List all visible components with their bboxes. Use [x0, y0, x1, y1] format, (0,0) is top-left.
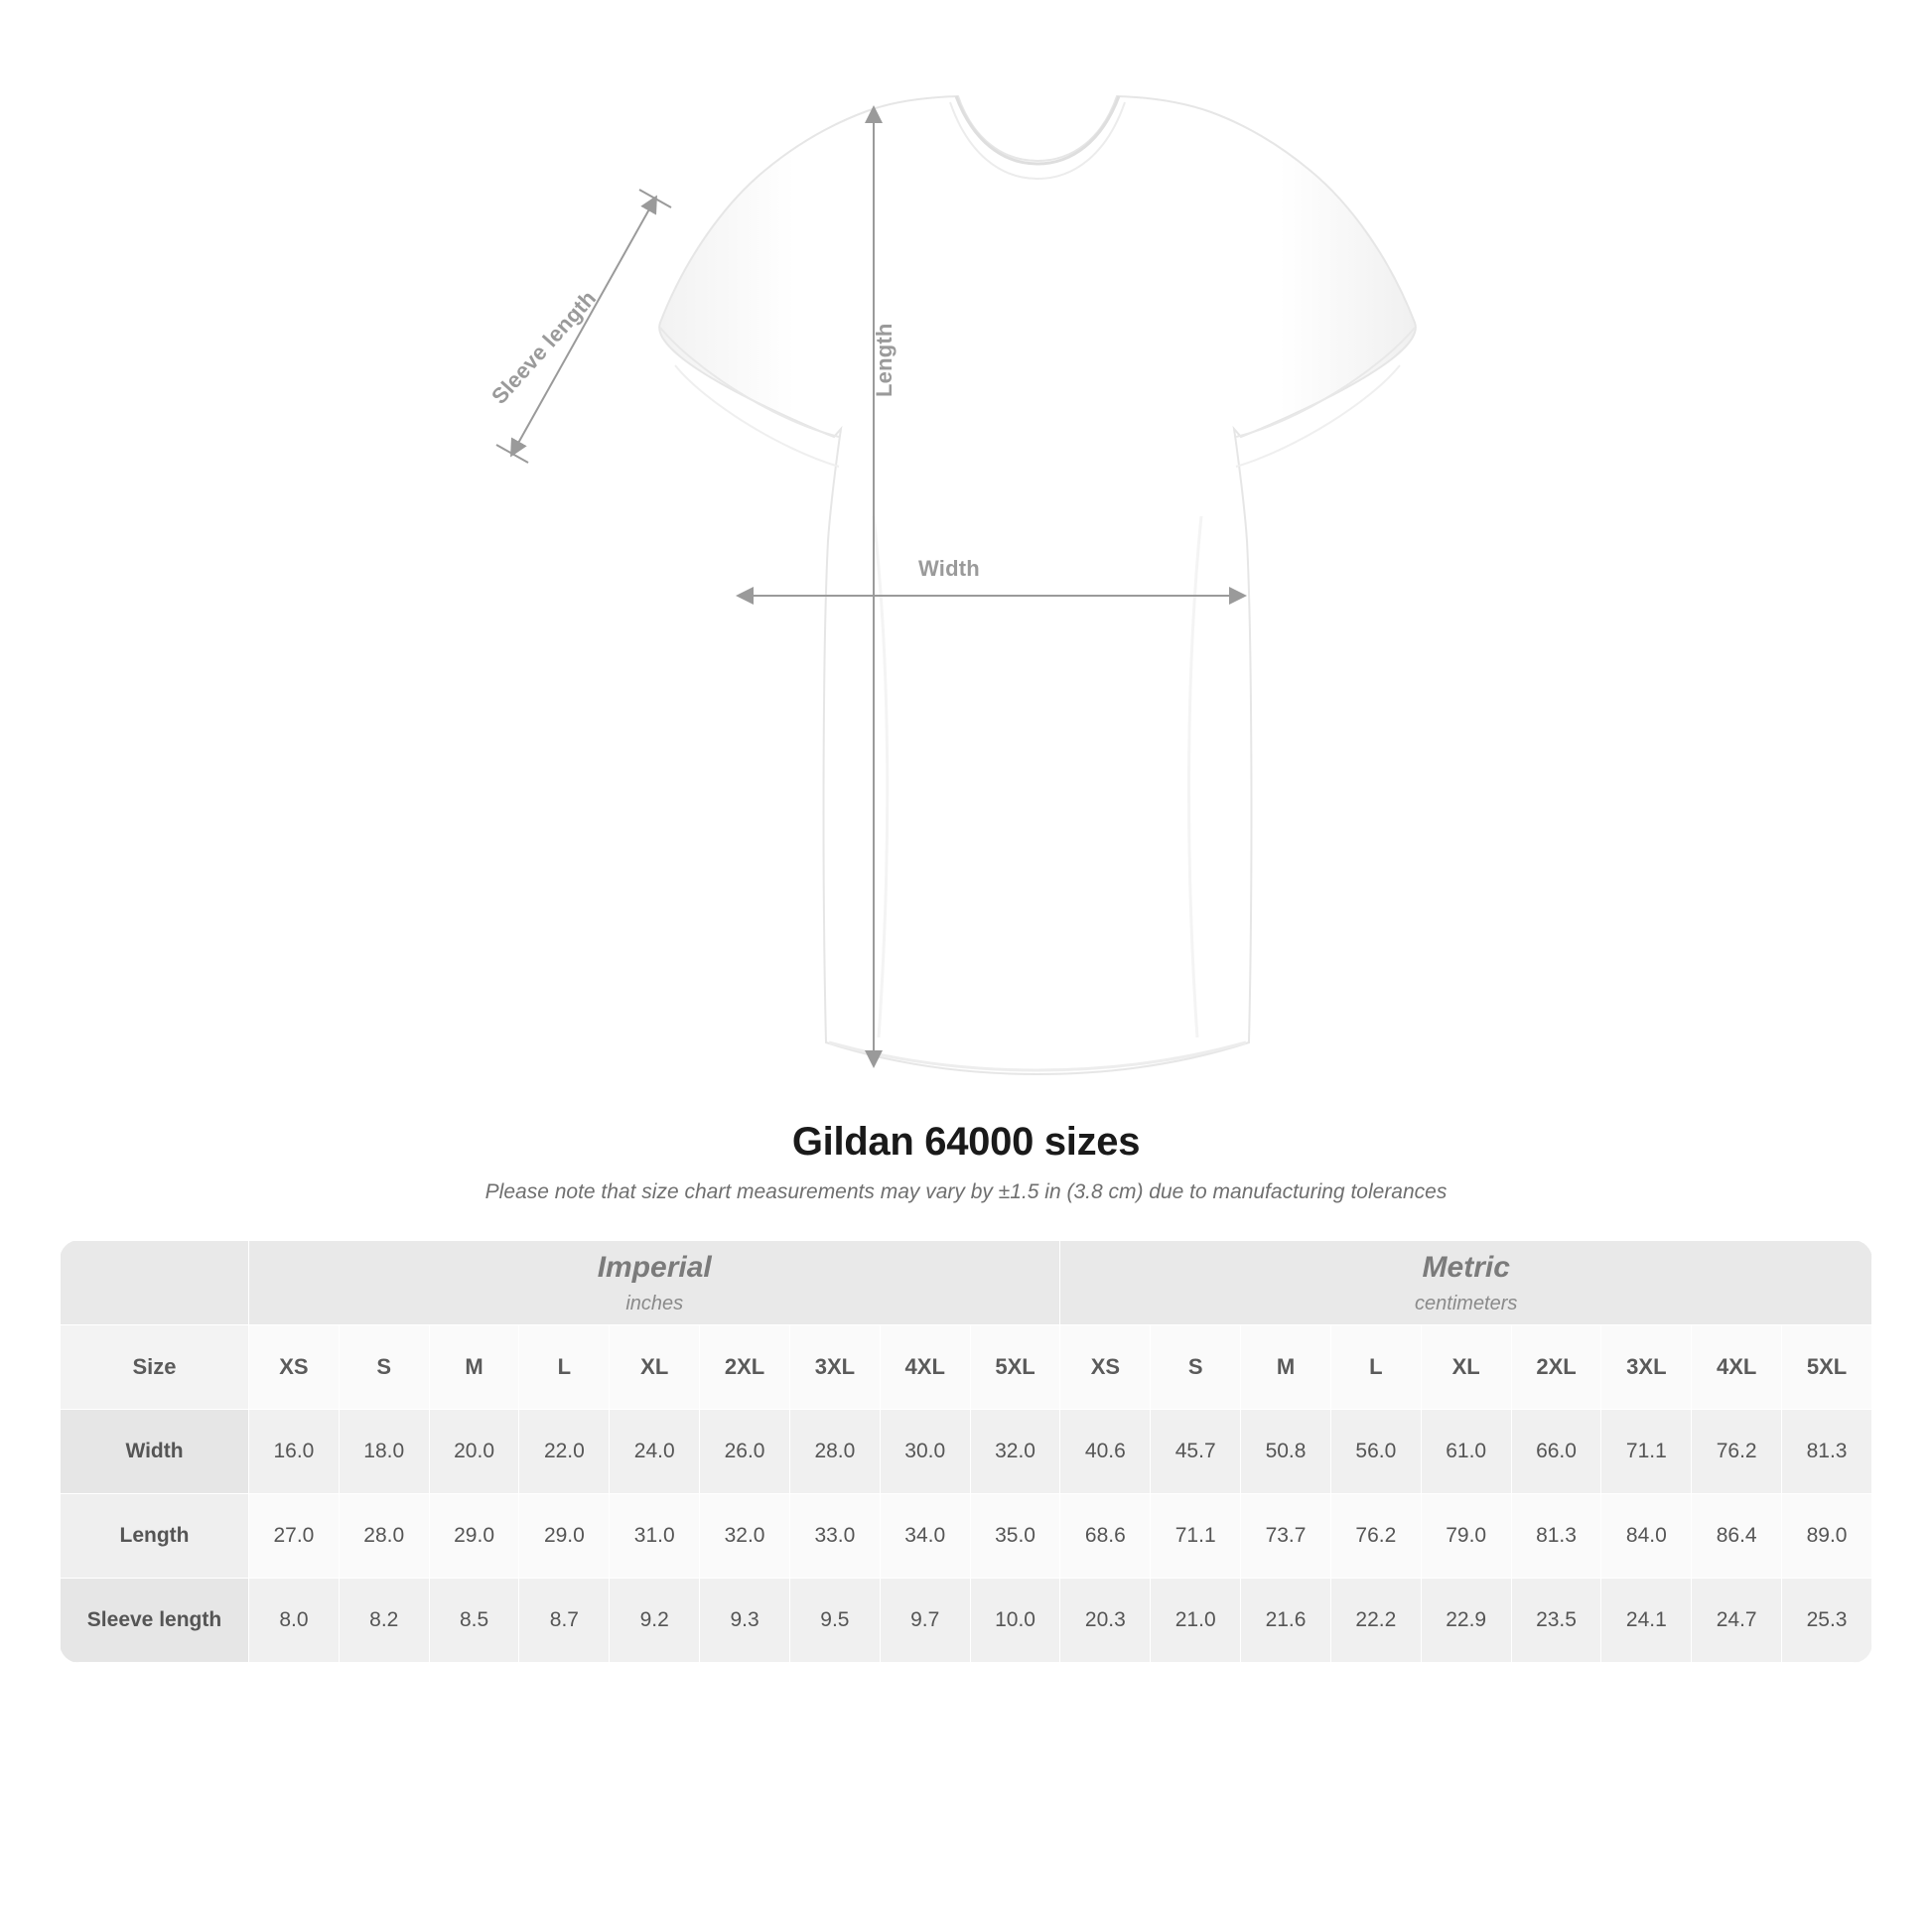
size-header-cell: 3XL [1601, 1325, 1692, 1410]
measurement-cell: 29.0 [429, 1494, 519, 1579]
unit-header-row [61, 1241, 1872, 1325]
table-row [61, 1410, 1872, 1494]
unit-name-imperial: Imperial [597, 1250, 712, 1284]
measurement-cell: 30.0 [880, 1410, 970, 1494]
measurement-cell: 18.0 [339, 1410, 429, 1494]
size-table [60, 1240, 1872, 1663]
chart-heading [0, 1120, 1932, 1204]
measurement-cell: 71.1 [1601, 1410, 1692, 1494]
page-title: Gildan 64000 sizes [791, 1120, 1141, 1164]
size-header-cell: 2XL [1511, 1325, 1601, 1410]
width-dimension-label: Width [918, 556, 980, 581]
unit-sub-metric: centimeters [1415, 1292, 1518, 1314]
size-header-cell: M [429, 1325, 519, 1410]
measurement-cell: 8.5 [429, 1579, 519, 1663]
size-header-cell: L [1330, 1325, 1421, 1410]
measurement-cell: 25.3 [1782, 1579, 1872, 1663]
measurement-cell: 68.6 [1060, 1494, 1151, 1579]
measurement-label-width: Width [61, 1410, 249, 1494]
table-corner-cell [61, 1241, 249, 1325]
measurement-cell: 22.9 [1421, 1579, 1511, 1663]
measurement-cell: 8.2 [339, 1579, 429, 1663]
measurement-cell: 76.2 [1692, 1410, 1782, 1494]
size-header-row [61, 1325, 1872, 1410]
size-row-label: Size [61, 1325, 249, 1410]
measurement-cell: 9.7 [880, 1579, 970, 1663]
size-header-cell: 4XL [1692, 1325, 1782, 1410]
measurement-label-sleeve-length: Sleeve length [61, 1579, 249, 1663]
measurement-cell: 16.0 [249, 1410, 340, 1494]
table-row [61, 1579, 1872, 1663]
measurement-cell: 84.0 [1601, 1494, 1692, 1579]
size-header-cell: 5XL [970, 1325, 1060, 1410]
measurement-cell: 81.3 [1511, 1494, 1601, 1579]
measurement-cell: 33.0 [789, 1494, 880, 1579]
measurement-cell: 56.0 [1330, 1410, 1421, 1494]
measurement-cell: 32.0 [700, 1494, 790, 1579]
measurement-cell: 24.1 [1601, 1579, 1692, 1663]
measurement-cell: 10.0 [970, 1579, 1060, 1663]
measurement-cell: 86.4 [1692, 1494, 1782, 1579]
measurement-cell: 71.1 [1151, 1494, 1241, 1579]
tolerance-note: Please note that size chart measurements may vary by ±1.5 in (3.8 cm) due to manufacturing tolerances [484, 1180, 1448, 1203]
unit-sub-imperial: inches [625, 1292, 684, 1314]
measurement-cell: 50.8 [1241, 1410, 1331, 1494]
measurement-cell: 45.7 [1151, 1410, 1241, 1494]
measurement-cell: 61.0 [1421, 1410, 1511, 1494]
size-header-cell: 3XL [789, 1325, 880, 1410]
measurement-cell: 22.2 [1330, 1579, 1421, 1663]
measurement-cell: 81.3 [1782, 1410, 1872, 1494]
measurement-cell: 21.6 [1241, 1579, 1331, 1663]
measurement-cell: 24.0 [610, 1410, 700, 1494]
measurement-cell: 28.0 [339, 1494, 429, 1579]
measurement-label-length: Length [61, 1494, 249, 1579]
size-header-cell: 4XL [880, 1325, 970, 1410]
measurement-cell: 27.0 [249, 1494, 340, 1579]
sleeve-length-dimension-label: Sleeve length [486, 285, 602, 409]
size-header-cell: S [1151, 1325, 1241, 1410]
measurement-cell: 89.0 [1782, 1494, 1872, 1579]
measurement-cell: 8.7 [519, 1579, 610, 1663]
measurement-cell: 23.5 [1511, 1579, 1601, 1663]
measurement-cell: 34.0 [880, 1494, 970, 1579]
unit-name-metric: Metric [1422, 1250, 1510, 1284]
size-header-cell: L [519, 1325, 610, 1410]
measurement-cell: 20.0 [429, 1410, 519, 1494]
size-table-container [60, 1240, 1872, 1663]
size-header-cell: 5XL [1782, 1325, 1872, 1410]
measurement-cell: 35.0 [970, 1494, 1060, 1579]
measurement-cell: 73.7 [1241, 1494, 1331, 1579]
measurement-cell: 22.0 [519, 1410, 610, 1494]
measurement-cell: 79.0 [1421, 1494, 1511, 1579]
measurement-cell: 32.0 [970, 1410, 1060, 1494]
measurement-cell: 9.5 [789, 1579, 880, 1663]
size-header-cell: XS [249, 1325, 340, 1410]
table-row [61, 1494, 1872, 1579]
measurement-cell: 29.0 [519, 1494, 610, 1579]
measurement-cell: 9.2 [610, 1579, 700, 1663]
measurement-cell: 24.7 [1692, 1579, 1782, 1663]
measurement-cell: 28.0 [789, 1410, 880, 1494]
size-header-cell: XL [610, 1325, 700, 1410]
unit-header-metric [1060, 1241, 1872, 1325]
size-header-cell: S [339, 1325, 429, 1410]
measurement-cell: 9.3 [700, 1579, 790, 1663]
size-header-cell: 2XL [700, 1325, 790, 1410]
size-header-cell: XL [1421, 1325, 1511, 1410]
measurement-cell: 21.0 [1151, 1579, 1241, 1663]
measurement-cell: 40.6 [1060, 1410, 1151, 1494]
measurement-cell: 26.0 [700, 1410, 790, 1494]
measurement-cell: 66.0 [1511, 1410, 1601, 1494]
length-dimension-label: Length [872, 323, 897, 397]
size-header-cell: M [1241, 1325, 1331, 1410]
size-header-cell: XS [1060, 1325, 1151, 1410]
unit-header-imperial [249, 1241, 1060, 1325]
measurement-cell: 20.3 [1060, 1579, 1151, 1663]
measurement-cell: 8.0 [249, 1579, 340, 1663]
measurement-cell: 76.2 [1330, 1494, 1421, 1579]
measurement-cell: 31.0 [610, 1494, 700, 1579]
